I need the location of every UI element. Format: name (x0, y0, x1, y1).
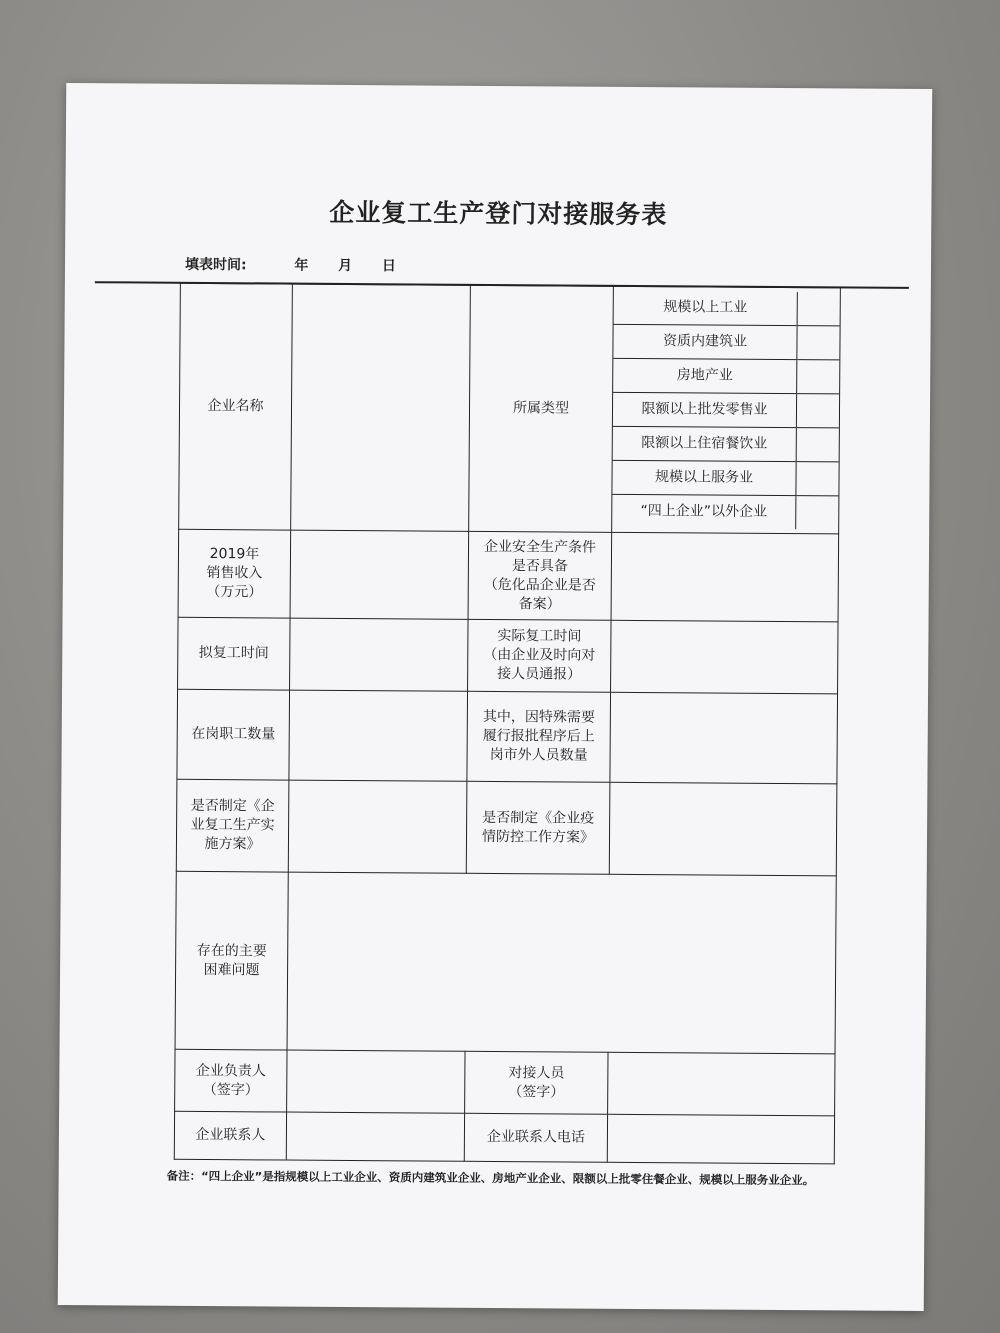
planned-resume-label: 拟复工时间 (178, 617, 290, 690)
contact-label: 企业联系人 (174, 1111, 286, 1160)
category-option: 规模以上工业 (614, 291, 798, 326)
liaison-signature-field[interactable] (608, 1052, 835, 1116)
category-option: 限额以上批发零售业 (613, 392, 797, 427)
fill-date-year: 年 (294, 257, 309, 274)
category-checkbox[interactable] (797, 360, 840, 394)
staff-count-field[interactable] (289, 690, 468, 781)
contact-phone-field[interactable] (607, 1114, 834, 1164)
epidemic-plan-label: 是否制定《企业疫 情防控工作方案》 (466, 781, 610, 874)
fill-date-line (185, 254, 396, 275)
table-row (178, 529, 839, 622)
category-checkbox[interactable] (797, 326, 840, 360)
liaison-staff-label: 对接人员 （签字） (465, 1051, 608, 1114)
outside-staff-label: 其中，因特殊需要 履行报批程序后上 岗市外人员数量 (467, 691, 611, 782)
company-name-field[interactable] (291, 284, 471, 531)
leader-label: 企业负责人 （签字） (175, 1049, 287, 1112)
fill-date-month: 月 (338, 257, 353, 274)
table-row (174, 1111, 834, 1164)
outside-staff-field[interactable] (610, 692, 838, 784)
category-label: 所属类型 (469, 285, 614, 532)
category-options (612, 286, 841, 534)
table-row (177, 689, 838, 784)
leader-signature-field[interactable] (287, 1050, 465, 1113)
category-checkbox[interactable] (796, 462, 839, 496)
sales-label: 2019年 销售收入 （万元） (178, 529, 291, 618)
category-checkbox[interactable] (796, 428, 839, 462)
contact-phone-label: 企业联系人电话 (464, 1113, 607, 1162)
fill-date-day: 日 (381, 258, 396, 275)
company-name-label: 企业名称 (179, 283, 293, 530)
category-option: 资质内建筑业 (613, 324, 797, 359)
category-checkbox[interactable] (797, 292, 840, 326)
epidemic-plan-field[interactable] (609, 782, 837, 876)
category-checkbox[interactable] (796, 496, 839, 530)
contact-field[interactable] (286, 1112, 464, 1161)
table-row (175, 1049, 835, 1116)
staff-count-label: 在岗职工数量 (177, 689, 290, 780)
service-form-table (174, 283, 841, 1165)
category-option: 房地产业 (613, 358, 797, 393)
category-checkbox[interactable] (796, 394, 839, 428)
sales-field[interactable] (290, 530, 469, 619)
problems-label: 存在的主要 困难问题 (175, 871, 288, 1050)
table-row (175, 871, 836, 1054)
footnote: 备注：“四上企业”是指规模以上工业企业、资质内建筑业企业、房地产业企业、限额以上批零住餐企业、规模以上服务业企业。 (166, 1168, 815, 1188)
actual-resume-field[interactable] (611, 620, 838, 694)
category-option: “四上企业”以外企业 (640, 503, 768, 520)
actual-resume-label: 实际复工时间 （由企业及时向对 接人员通报） (468, 619, 611, 692)
resume-plan-label: 是否制定《企 业复工生产实 施方案》 (176, 779, 289, 872)
table-row (178, 617, 838, 694)
fill-date-label: 填表时间: (184, 256, 247, 274)
category-option: 规模以上服务业 (612, 460, 796, 495)
form-title: 企业复工生产登门对接服务表 (329, 197, 668, 230)
table-row (176, 779, 837, 876)
category-option: 限额以上住宿餐饮业 (613, 426, 797, 461)
safety-label: 企业安全生产条件 是否具备 （危化品企业是否 备案） (468, 531, 612, 620)
table-row (179, 283, 841, 534)
planned-resume-field[interactable] (290, 618, 468, 691)
problems-field[interactable] (287, 872, 836, 1054)
safety-field[interactable] (611, 532, 839, 622)
form-sheet (58, 83, 933, 1311)
resume-plan-field[interactable] (288, 780, 467, 873)
